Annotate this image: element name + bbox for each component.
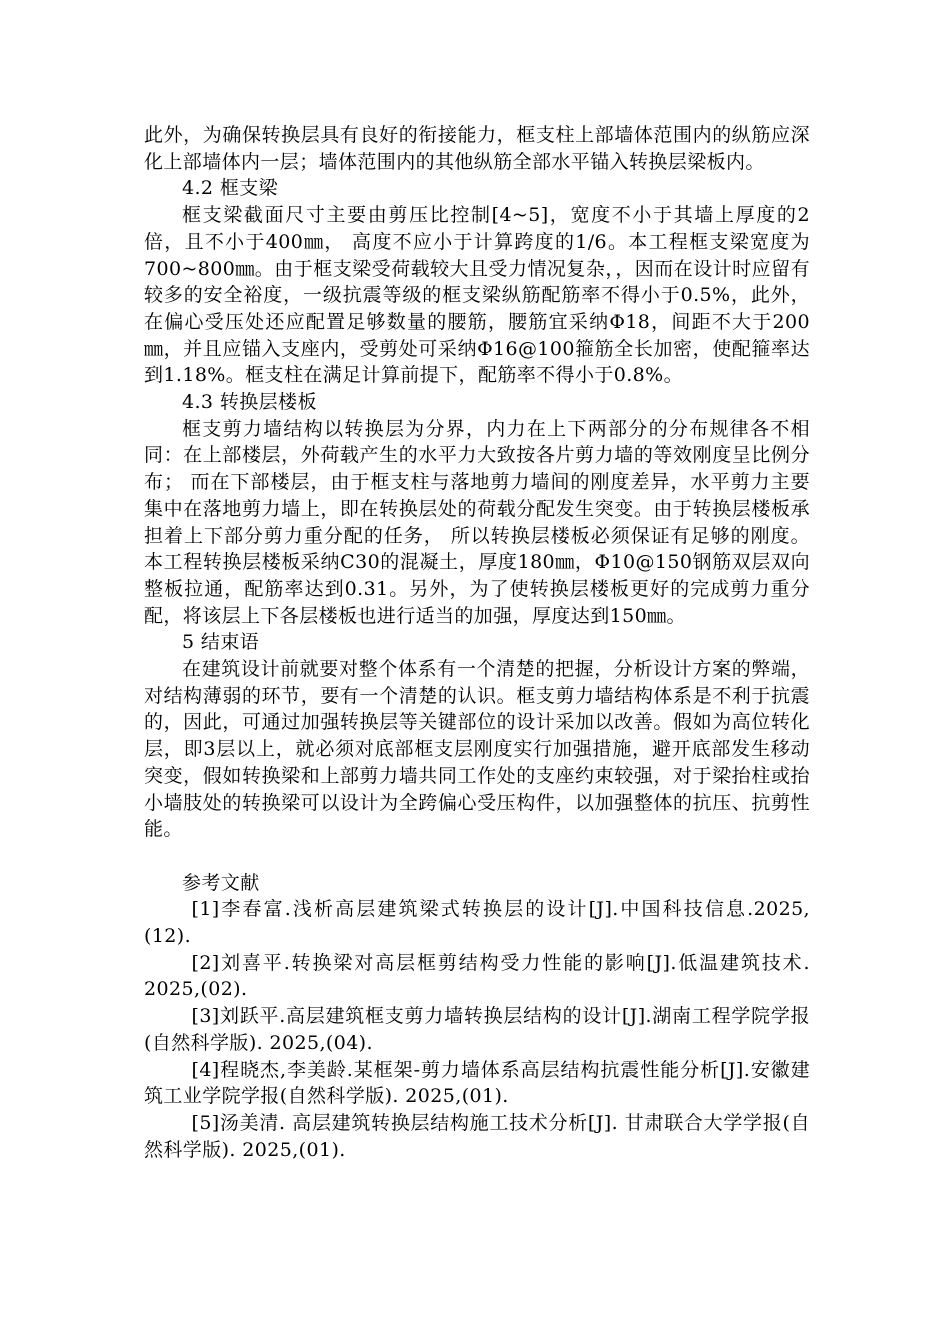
paragraph-4-3: 框支剪力墙结构以转换层为分界，内力在上下两部分的分布规律各不相同：在上部楼层，外荷载产生的水平力大致按各片剪力墙的等效刚度呈比例分布； 而在下部楼层，由于框支柱与落地剪力墙间的刚度差异，水平剪力主要集中在落地剪力墙上，即在转换层处的荷载分配发生突变。由于转换层楼板承担着上下部分剪力重分配的任务， 所以转换层楼板必须保证有足够的刚度。本工程转换层楼板采纳C30的混凝土，厚度180㎜，Φ10@150钢筋双层双向整板拉通，配筋率达到0.31。另外，为了使转换层楼板更好的完成剪力重分配，将该层上下各层楼板也进行适当的加强，厚度达到150㎜。 bbox=[144, 417, 810, 627]
spacer bbox=[144, 843, 810, 870]
reference-item: [1]李春富.浅析高层建筑梁式转换层的设计[J].中国科技信息.2025,(12). bbox=[144, 898, 810, 948]
reference-item: [4]程晓杰,李美龄.某框架-剪力墙体系高层结构抗震性能分析[J].安徽建筑工业学院学报(自然科学版). 2025,(01). bbox=[144, 1058, 810, 1108]
document-body bbox=[144, 122, 810, 1163]
reference-item: [3]刘跃平.高层建筑框支剪力墙转换层结构的设计[J].湖南工程学院学报(自然科学版). 2025,(04). bbox=[144, 1005, 810, 1054]
reference-item: [2]刘喜平.转换梁对高层框剪结构受力性能的影响[J].低温建筑技术. 2025,(02). bbox=[144, 951, 810, 1001]
references-title: 参考文献 bbox=[182, 871, 260, 894]
paragraph-continuation: 此外，为确保转换层具有良好的衔接能力，框支柱上部墙体范围内的纵筋应深化上部墙体内一层；墙体范围内的其他纵筋全部水平锚入转换层梁板内。 bbox=[144, 124, 810, 173]
reference-item: [5]汤美清. 高层建筑转换层结构施工技术分析[J]. 甘肃联合大学学报(自然科学版). 2025,(01). bbox=[144, 1112, 810, 1161]
paragraph-5: 在建筑设计前就要对整个体系有一个清楚的把握，分析设计方案的弊端，对结构薄弱的环节，要有一个清楚的认识。框支剪力墙结构体系是不利于抗震的，因此，可通过加强转换层等关键部位的设计采加以改善。假如为高位转化层，即3层以上，就必须对底部框支层刚度实行加强措施，避开底部发生移动突变，假如转换梁和上部剪力墙共同工作处的支座约束较强，对于梁抬柱或抬小墙肢处的转换梁可以设计为全跨偏心受压构件，以加强整体的抗压、抗剪性能。 bbox=[144, 658, 810, 841]
paragraph-4-2: 框支梁截面尺寸主要由剪压比控制[4~5]，宽度不小于其墙上厚度的2倍，且不小于400㎜， 高度不应小于计算跨度的1/6。本工程框支梁宽度为700~800㎜。由于框支梁受荷载较大且受力情况复杂，，因而在设计时应留有较多的安全裕度，一级抗震等级的框支梁纵筋配筋率不得小于0.5%，此外，在偏心受压处还应配置足够数量的腰筋，腰筋宜采纳Φ18，间距不大于200㎜，并且应锚入支座内，受剪处可采纳Φ16@100箍筋全长加密，使配箍率达到1.18%。框支柱在满足计算前提下，配筋率不得小于0.8%。 bbox=[144, 204, 810, 387]
section-heading-4-2: 4.2 框支梁 bbox=[182, 177, 279, 200]
section-heading-4-3: 4.3 转换层楼板 bbox=[182, 391, 317, 414]
section-heading-5: 5 结束语 bbox=[182, 631, 260, 654]
